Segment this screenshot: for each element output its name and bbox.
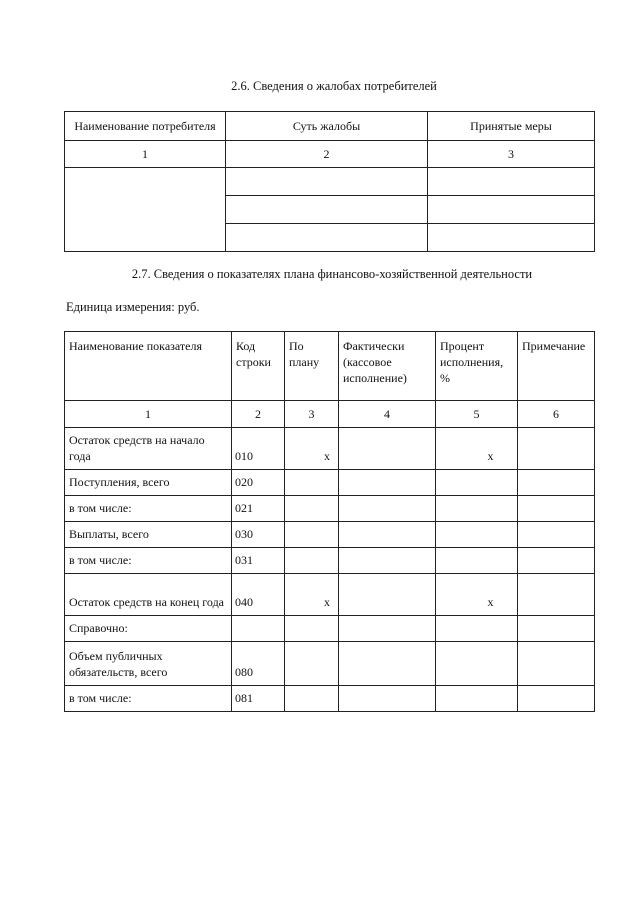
- row-fact: [339, 522, 436, 548]
- column-number: 5: [436, 401, 518, 428]
- plan-section-title: 2.7. Сведения о показателях плана финансово-хозяйственной деятельности: [131, 267, 533, 281]
- row-name: Выплаты, всего: [65, 522, 232, 548]
- row-name: Поступления, всего: [65, 470, 232, 496]
- column-number: 2: [232, 401, 285, 428]
- row-note: [518, 470, 595, 496]
- row-fact: [339, 548, 436, 574]
- table-row: [65, 686, 595, 712]
- complaints-section-title: 2.6. Сведения о жалобах потребителей: [231, 79, 437, 93]
- row-plan: [285, 548, 339, 574]
- row-percent: [436, 470, 518, 496]
- column-number: 4: [339, 401, 436, 428]
- row-name: Остаток средств на конец года: [65, 574, 232, 616]
- row-percent: [436, 548, 518, 574]
- row-code: 010: [232, 428, 285, 470]
- column-header-consumer: Наименование потребителя: [65, 112, 226, 141]
- column-header-note: Примечание: [518, 332, 595, 401]
- row-note: [518, 686, 595, 712]
- table-row: [65, 470, 595, 496]
- row-code: 080: [232, 642, 285, 686]
- column-number: 2: [226, 141, 428, 168]
- table-row: [65, 428, 595, 470]
- column-header-code: Код строки: [232, 332, 285, 401]
- row-fact: [339, 496, 436, 522]
- row-code: 021: [232, 496, 285, 522]
- column-header-plan: По плану: [285, 332, 339, 401]
- table-cell: [226, 168, 428, 196]
- unit-of-measure: Единица измерения: руб.: [66, 300, 200, 314]
- table-row: [65, 496, 595, 522]
- row-percent: [436, 642, 518, 686]
- table-row: [65, 642, 595, 686]
- row-fact: [339, 642, 436, 686]
- table-cell: [428, 224, 595, 252]
- row-percent: [436, 686, 518, 712]
- row-code: [232, 616, 285, 642]
- table-cell: [428, 196, 595, 224]
- row-note: [518, 642, 595, 686]
- column-header-percent: Процент исполнения, %: [436, 332, 518, 401]
- table-cell: [226, 196, 428, 224]
- table-row: [65, 522, 595, 548]
- table-cell: [428, 168, 595, 196]
- row-note: [518, 616, 595, 642]
- row-code: 040: [232, 574, 285, 616]
- row-plan: [285, 686, 339, 712]
- row-note: [518, 428, 595, 470]
- row-note: [518, 548, 595, 574]
- column-number: 1: [65, 141, 226, 168]
- row-percent: x: [436, 428, 518, 470]
- row-note: [518, 496, 595, 522]
- row-plan: [285, 522, 339, 548]
- row-percent: x: [436, 574, 518, 616]
- table-row: [65, 616, 595, 642]
- row-fact: [339, 686, 436, 712]
- column-header-complaint: Суть жалобы: [226, 112, 428, 141]
- row-name: Справочно:: [65, 616, 232, 642]
- row-name: в том числе:: [65, 686, 232, 712]
- row-plan: x: [285, 428, 339, 470]
- row-name: в том числе:: [65, 548, 232, 574]
- table-cell: [226, 224, 428, 252]
- row-plan: [285, 616, 339, 642]
- row-plan: [285, 496, 339, 522]
- row-name: в том числе:: [65, 496, 232, 522]
- row-fact: [339, 574, 436, 616]
- row-code: 030: [232, 522, 285, 548]
- row-code: 081: [232, 686, 285, 712]
- row-fact: [339, 616, 436, 642]
- row-percent: [436, 496, 518, 522]
- row-plan: x: [285, 574, 339, 616]
- column-number: 3: [285, 401, 339, 428]
- column-header-measures: Принятые меры: [428, 112, 595, 141]
- complaints-table: [64, 111, 595, 252]
- row-name: Объем публичных обязательств, всего: [65, 642, 232, 686]
- table-row: [65, 548, 595, 574]
- row-fact: [339, 470, 436, 496]
- row-code: 020: [232, 470, 285, 496]
- row-code: 031: [232, 548, 285, 574]
- row-plan: [285, 642, 339, 686]
- plan-indicators-table: [64, 331, 595, 712]
- row-note: [518, 522, 595, 548]
- column-number: 3: [428, 141, 595, 168]
- row-plan: [285, 470, 339, 496]
- table-row: [65, 574, 595, 616]
- column-header-indicator: Наименование показателя: [65, 332, 232, 401]
- column-number: 1: [65, 401, 232, 428]
- row-fact: [339, 428, 436, 470]
- table-cell: [65, 168, 226, 252]
- row-name: Остаток средств на начало года: [65, 428, 232, 470]
- row-percent: [436, 522, 518, 548]
- row-note: [518, 574, 595, 616]
- column-number: 6: [518, 401, 595, 428]
- row-percent: [436, 616, 518, 642]
- column-header-fact: Фактически (кассовое исполнение): [339, 332, 436, 401]
